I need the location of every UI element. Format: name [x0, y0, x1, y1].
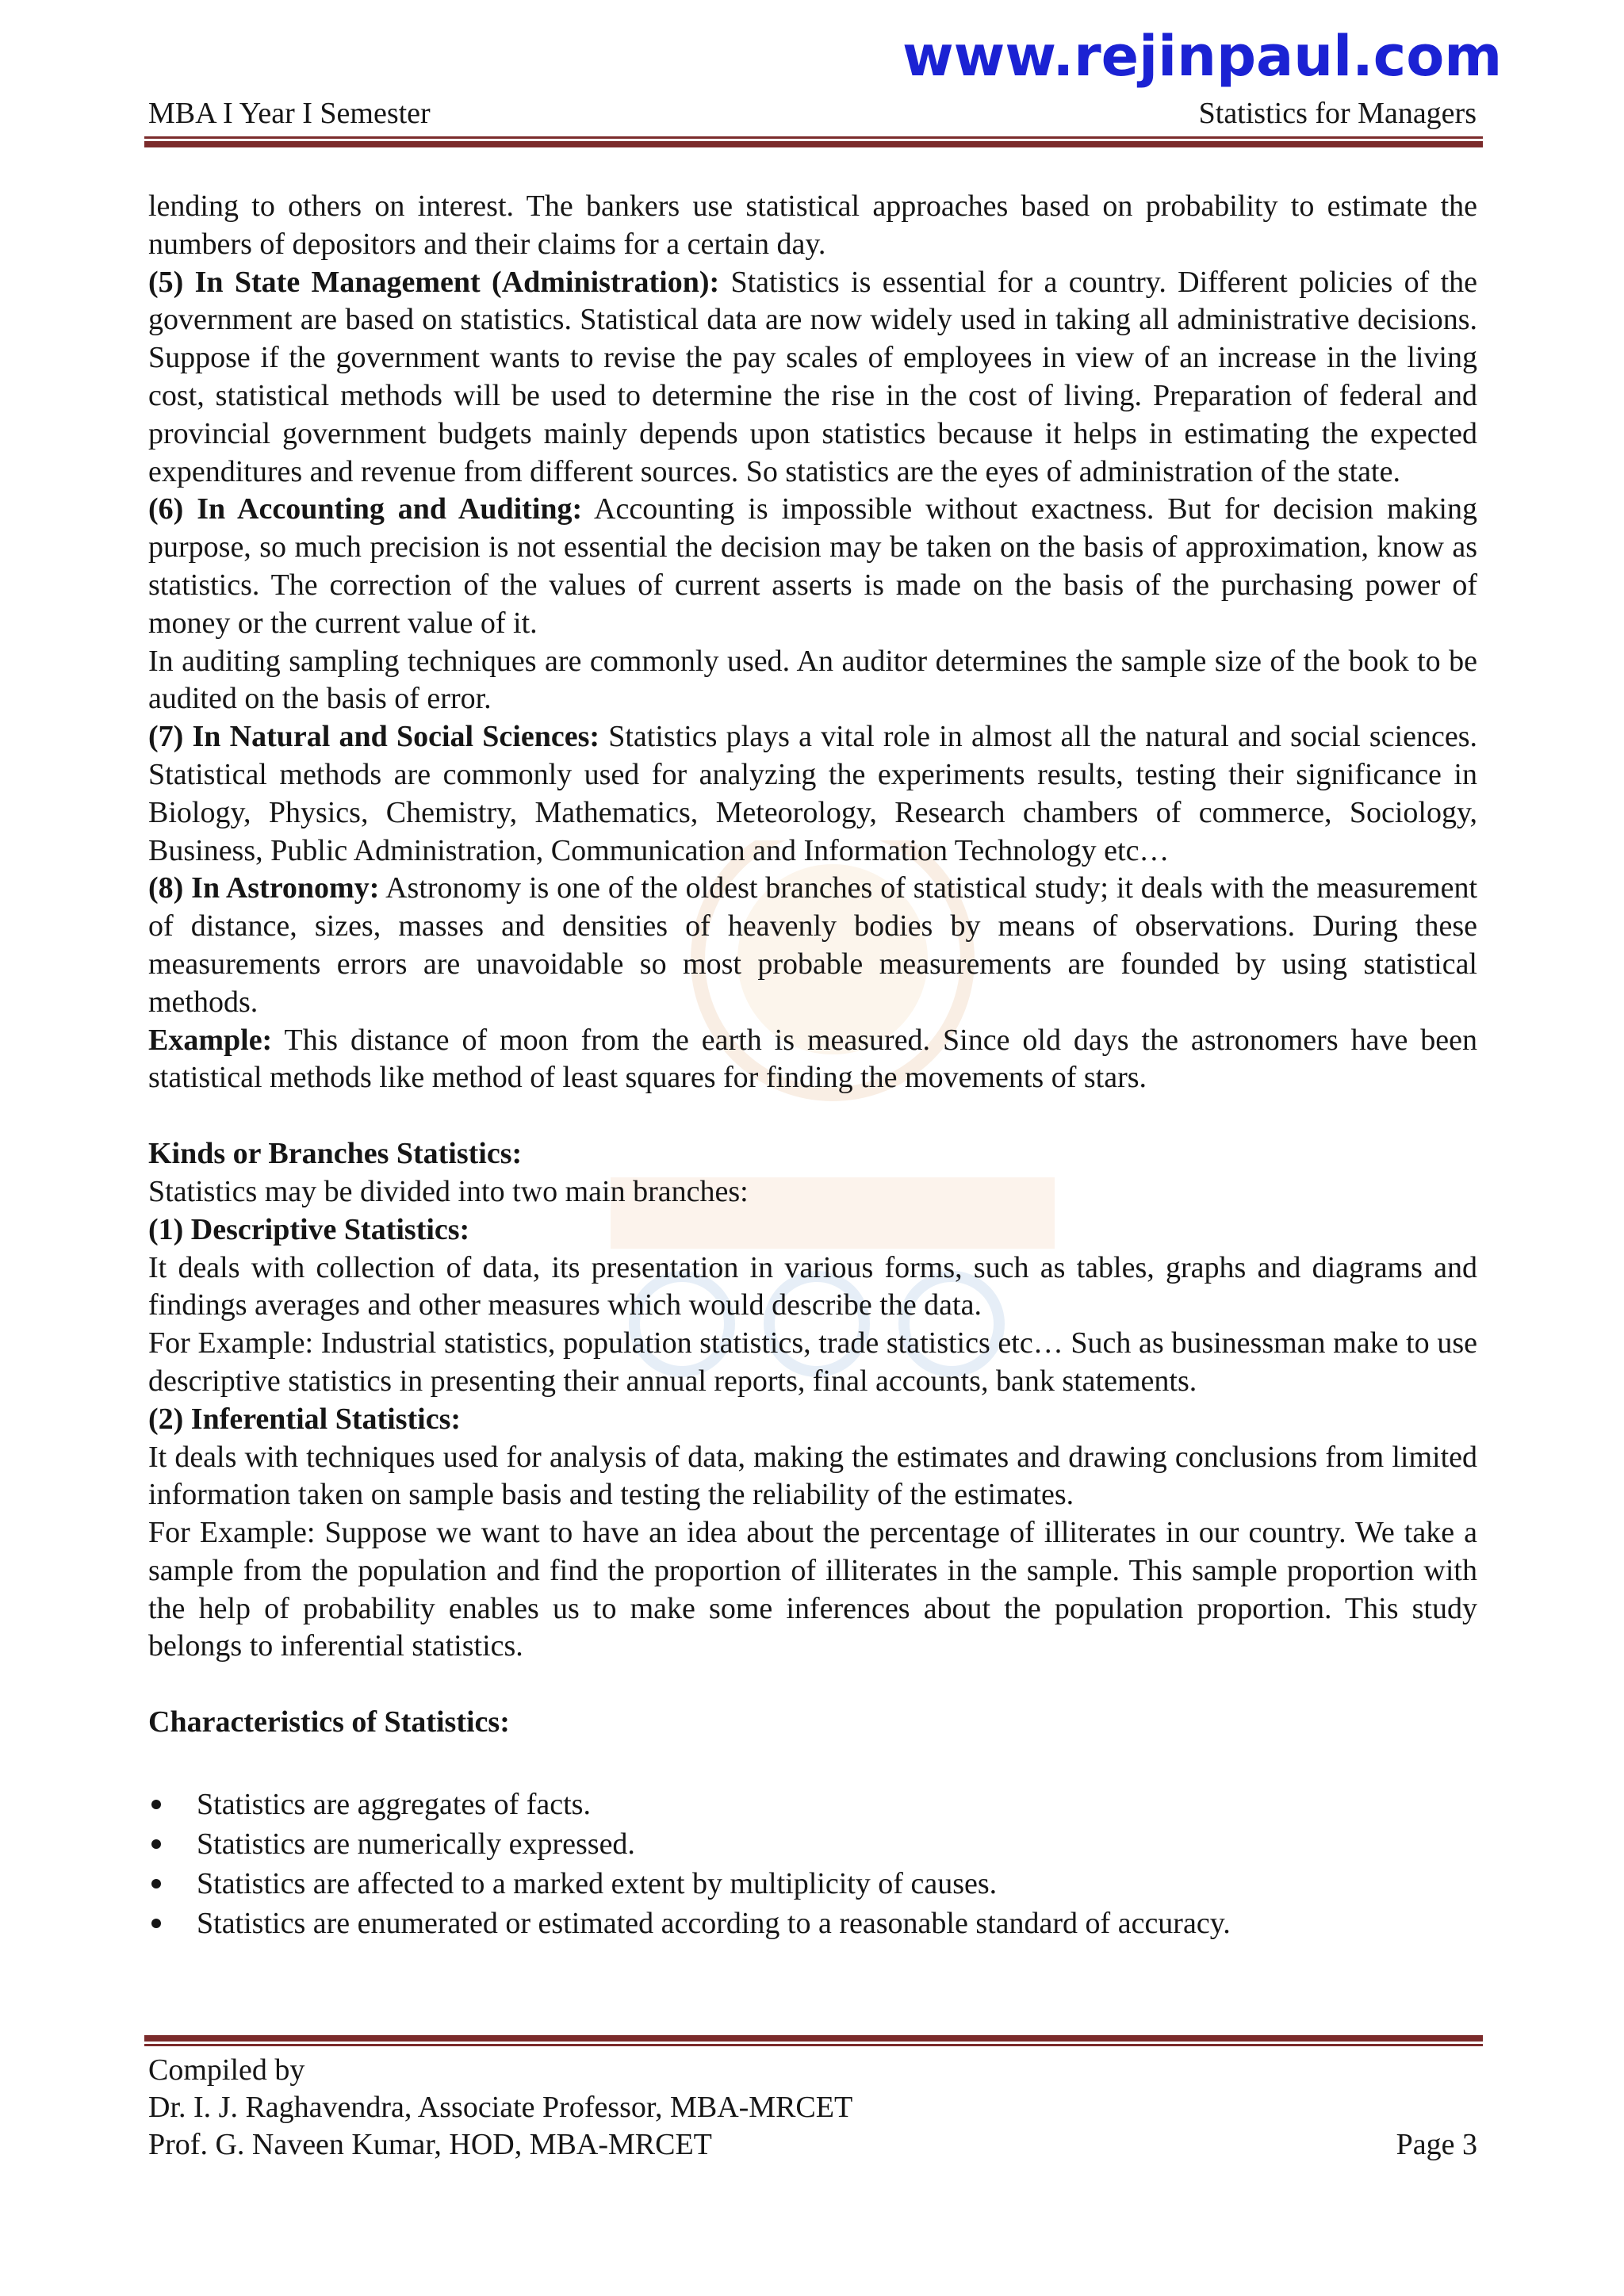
list-item: Statistics are numerically expressed. — [148, 1824, 1477, 1864]
page-body — [148, 188, 1477, 1943]
bullet-icon — [151, 1919, 161, 1928]
paragraph-example: Example: This distance of moon from the earth is measured. Since old days the astronomers have been statistical methods like method of least squares for finding the movements of stars. — [148, 1023, 1477, 1095]
footer-author-2: Prof. G. Naveen Kumar, HOD, MBA-MRCET — [148, 2128, 712, 2161]
page-number: Page 3 — [1396, 2128, 1477, 2161]
example-label: Example: — [148, 1023, 273, 1057]
paragraph-descriptive: It deals with collection of data, its presentation in various forms, such as tables, graphs and diagrams and findings averages and other measures which would describe the data. — [148, 1250, 1477, 1322]
paragraph-inferential: It deals with techniques used for analysis of data, making the estimates and drawing conclusions from limited information taken on sample basis and testing the reliability of the estimates. — [148, 1440, 1477, 1512]
paragraph-kinds-intro: Statistics may be divided into two main branches: — [148, 1174, 749, 1208]
heading-kinds: Kinds or Branches Statistics: — [148, 1137, 523, 1171]
paragraph-banking: lending to others on interest. The bankers use statistical approaches based on probability to estimate the numbers of depositors and their claims for a certain day. — [148, 189, 1477, 261]
list-item: Statistics are affected to a marked extent by multiplicity of causes. — [148, 1864, 1477, 1904]
characteristics-list — [148, 1785, 1477, 1943]
bullet-icon — [151, 1839, 161, 1849]
paragraph-auditing: In auditing sampling techniques are commonly used. An auditor determines the sample size of the book to be audited on the basis of error. — [148, 644, 1477, 716]
section-astronomy: (8) In Astronomy: Astronomy is one of the oldest branches of statistical study; it deals with the measurement of distance, sizes, masses and densities of heavenly bodies by means of observations. During these measurements errors are unavoidable so most probable measurements are founded by using statistical methods. — [148, 871, 1478, 1019]
section-heading: (6) In Accounting and Auditing: — [148, 492, 583, 526]
paragraph-inferential-example: For Example: Suppose we want to have an idea about the percentage of illiterates in our country. We take a sample from the population and find the proportion of illiterates in the sample. This sample proportion with the help of probability enables us to make some inferences about the population proportion. This study belongs to inferential statistics. — [148, 1516, 1477, 1663]
header-rule — [144, 136, 1483, 147]
page-footer — [148, 2052, 1477, 2164]
header-course: MBA I Year I Semester — [148, 97, 431, 130]
section-natural-sciences: (7) In Natural and Social Sciences: Statistics plays a vital role in almost all the natural and social sciences. Statistical methods are commonly used for analyzing the experiments results, testing their significance in Biology, Physics, Chemistry, Mathematics, Meteorology, Research chambers of commerce, Sociology, Business, Public Administration, Communication and Information Technology etc… — [148, 720, 1478, 867]
heading-characteristics: Characteristics of Statistics: — [148, 1705, 510, 1739]
section-accounting: (6) In Accounting and Auditing: Accounting is impossible without exactness. But for decision making purpose, so much precision is not essential the decision may be taken on the basis of approximation, know as statistics. The correction of the values of current asserts is made on the basis of the purchasing power of money or the current value of it. — [148, 492, 1477, 640]
footer-rule — [144, 2035, 1483, 2046]
heading-descriptive: (1) Descriptive Statistics: — [148, 1212, 470, 1246]
list-item: Statistics are enumerated or estimated according to a reasonable standard of accuracy. — [148, 1904, 1477, 1943]
header-subject: Statistics for Managers — [1198, 97, 1477, 130]
footer-compiled-by: Compiled by — [148, 2053, 305, 2087]
footer-author-1: Dr. I. J. Raghavendra, Associate Professor, MBA-MRCET — [148, 2091, 853, 2124]
bullet-icon — [151, 1800, 161, 1809]
section-heading: (7) In Natural and Social Sciences: — [148, 720, 600, 754]
section-state-management: (5) In State Management (Administration): Statistics is essential for a country. Different policies of the government are based on statistics. Statistical data are now widely used in taking all administrative decisions. Suppose if the government wants to revise the pay scales of employees in view of an increase in the living cost, statistical methods will be used to determine the rise in the cost of living. Preparation of federal and provincial government budgets mainly depends upon statistics because it helps in estimating the expected expenditures and revenue from different sources. So statistics are the eyes of administration of the state. — [148, 265, 1478, 488]
section-heading: (8) In Astronomy: — [148, 871, 380, 905]
paragraph-descriptive-example: For Example: Industrial statistics, population statistics, trade statistics etc… Such as businessman make to use descriptive statistics in presenting their annual reports, final accounts, bank statements. — [148, 1326, 1477, 1398]
heading-inferential: (2) Inferential Statistics: — [148, 1402, 462, 1436]
list-item: Statistics are aggregates of facts. — [148, 1785, 1477, 1824]
section-heading: (5) In State Management (Administration): — [148, 265, 720, 299]
bullet-icon — [151, 1879, 161, 1888]
site-url: www.rejinpaul.com — [902, 24, 1503, 89]
